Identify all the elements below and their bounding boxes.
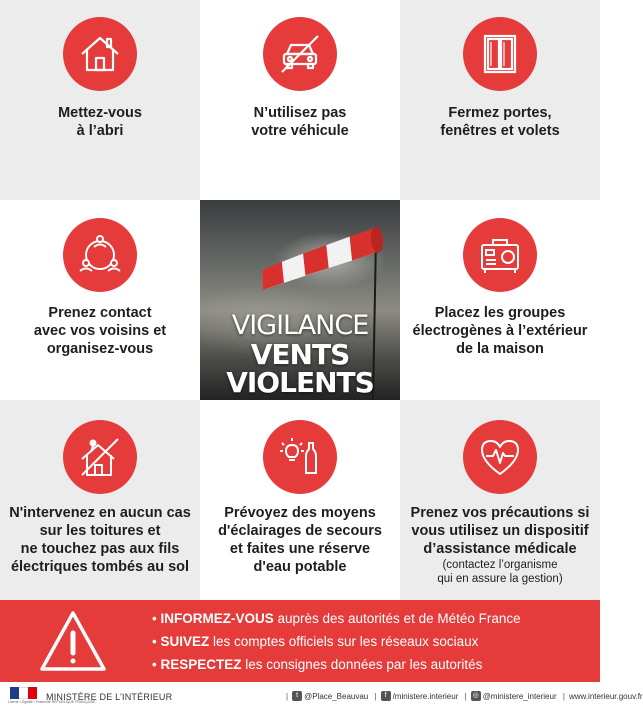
action-line: Mettez-vous [58, 105, 142, 121]
advice-item-rest: les comptes officiels sur les réseaux sociaux [209, 634, 479, 649]
instagram-icon: ◎ [472, 692, 479, 699]
ministry-name: MINISTÈRE DE L’INTÉRIEUR [46, 692, 173, 702]
facebook-icon: f [381, 691, 391, 701]
action-line: Prévoyez des moyens [224, 505, 376, 521]
action-icon-circle [63, 420, 137, 494]
action-line: ne touchez pas aux fils [20, 541, 180, 557]
action-icon-circle [63, 218, 137, 292]
action-line: d’assistance médicale [423, 541, 577, 557]
generator-icon [478, 233, 522, 277]
action-line: organisez-vous [46, 341, 154, 357]
advice-item-bold: RESPECTEZ [160, 657, 242, 672]
action-line: Prenez vos précautions si [410, 505, 590, 521]
action-line: fenêtres et volets [440, 123, 560, 139]
action-line: d'éclairages de secours [218, 523, 382, 539]
warning-triangle-icon [38, 608, 108, 674]
action-text [200, 104, 400, 140]
website-link[interactable]: www.interieur.gouv.fr [568, 691, 643, 701]
heart-monitor-icon [478, 435, 522, 479]
action-card-roofs [0, 400, 200, 600]
republic-flag-logo [10, 687, 38, 699]
action-text [400, 104, 600, 140]
no-car-icon [278, 32, 322, 76]
advice-item: • INFORMEZ-VOUS auprès des autorités et de Météo France [152, 611, 521, 626]
instagram-link[interactable]: @ministere_interieur [482, 691, 557, 701]
window-icon [478, 32, 522, 76]
footer [0, 682, 643, 710]
action-line: Prenez contact [48, 305, 152, 321]
vigilance-image [200, 200, 400, 400]
action-line: électrogènes à l’extérieur [412, 323, 588, 339]
action-line: électriques tombés au sol [10, 559, 190, 575]
advice-item: • RESPECTEZ les consignes données par les autorités [152, 657, 483, 672]
action-text [0, 304, 200, 358]
action-icon-circle [463, 218, 537, 292]
twitter-icon: t [292, 691, 302, 701]
advice-item-bold: INFORMEZ-VOUS [160, 611, 274, 626]
action-line: Placez les groupes [434, 305, 566, 321]
action-line: et faites une réserve [229, 541, 371, 557]
action-line: Fermez portes, [448, 105, 552, 121]
action-subtext: qui en assure la gestion) [437, 573, 563, 585]
action-line: votre véhicule [251, 123, 349, 139]
action-text [200, 504, 400, 576]
action-text [0, 104, 200, 140]
action-icon-circle [263, 420, 337, 494]
advice-item: • SUIVEZ les comptes officiels sur les réseaux sociaux [152, 634, 479, 649]
action-icon-circle [63, 17, 137, 91]
action-card-neighbors [0, 200, 200, 400]
action-text [400, 504, 600, 586]
action-card-lighting-water [200, 400, 400, 600]
action-icon-circle [463, 17, 537, 91]
action-card-medical [400, 400, 600, 600]
action-line: de la maison [456, 341, 544, 357]
action-line: d'eau potable [253, 559, 347, 575]
action-icon-circle [263, 17, 337, 91]
twitter-link[interactable]: @Place_Beauvau [304, 691, 369, 701]
action-text [400, 304, 600, 358]
social-links: | t @Place_Beauvau | f /ministere.interieur | ◎ @ministere_interieur | www.interieur.gouv.fr [286, 691, 643, 701]
advice-item-rest: les consignes données par les autorités [241, 657, 483, 672]
advice-banner [0, 600, 600, 682]
facebook-link[interactable]: /ministere.interieur [392, 691, 459, 701]
action-card-no-vehicle [200, 0, 400, 200]
action-icon-circle [463, 420, 537, 494]
action-card-generator [400, 200, 600, 400]
advice-item-bold: SUIVEZ [160, 634, 210, 649]
vigilance-title-line3: VIOLENTS [226, 366, 374, 399]
vigilance-title-line2: VENTS [250, 338, 350, 371]
action-line: à l’abri [76, 123, 124, 139]
republic-motto: Liberté • Égalité • Fraternité RÉPUBLIQUE FRANÇAISE [8, 700, 96, 704]
action-text [0, 504, 200, 576]
action-line: vous utilisez un dispositif [411, 523, 589, 539]
advice-item-rest: auprès des autorités et de Météo France [273, 611, 521, 626]
action-subtext: (contactez l’organisme [442, 559, 558, 571]
action-line: sur les toitures et [39, 523, 161, 539]
roof-worker-icon [78, 435, 122, 479]
lamp-water-icon [278, 435, 322, 479]
action-line: avec vos voisins et [33, 323, 167, 339]
house-icon [78, 32, 122, 76]
advice-list [152, 607, 592, 676]
action-card-shelter [0, 0, 200, 200]
action-card-close-windows [400, 0, 600, 200]
neighbors-icon [78, 233, 122, 277]
action-line: N’utilisez pas [253, 105, 347, 121]
action-line: N'intervenez en aucun cas [9, 505, 191, 521]
vigilance-title-line1: VIGILANCE [231, 310, 369, 341]
